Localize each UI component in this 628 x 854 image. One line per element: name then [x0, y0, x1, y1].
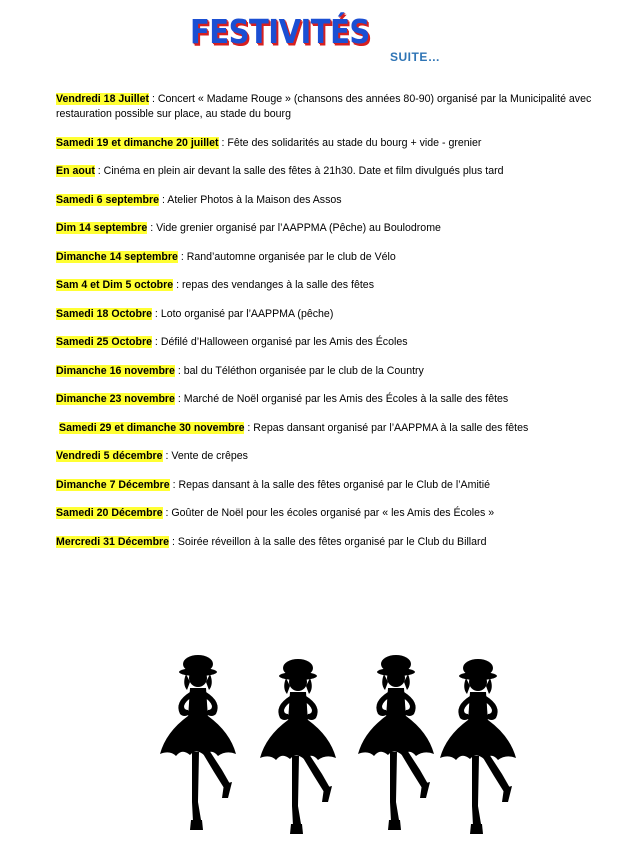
event-description: : Cinéma en plein air devant la salle des fêtes à 21h30. Date et film divulgués plus tard [94, 165, 504, 177]
event-item [56, 250, 606, 265]
event-date: Vendredi 18 Juillet [56, 93, 150, 105]
event-item [56, 136, 606, 151]
event-item [56, 164, 606, 179]
event-date: Samedi 6 septembre [56, 193, 160, 206]
event-item [56, 449, 606, 464]
event-item [56, 506, 606, 521]
event-item [56, 478, 606, 493]
dancers-silhouette-icon [160, 650, 540, 845]
event-item [56, 92, 606, 122]
event-description: : Repas dansant à la salle des fêtes organisé par le Club de l’Amitié [169, 478, 490, 491]
event-description: : Défilé d’Halloween organisé par les Amis des Écoles [151, 336, 408, 348]
event-description: : Fête des solidarités au stade du bourg + vide - grenier [218, 136, 482, 149]
event-description: : Vente de crêpes [162, 450, 248, 462]
event-item [56, 392, 606, 407]
event-item [56, 335, 606, 350]
event-item [56, 535, 606, 550]
event-date: Dimanche 23 novembre [56, 393, 175, 405]
event-description: : bal du Téléthon organisée par le club de la Country [174, 364, 424, 377]
event-description: : Atelier Photos à la Maison des Assos [159, 193, 342, 206]
event-description: : Loto organisé par l’AAPPMA (pêche) [151, 307, 334, 320]
page-subtitle: SUITE… [390, 50, 441, 64]
event-description: : Rand’automne organisée par le club de Vélo [177, 250, 396, 263]
event-description: : Soirée réveillon à la salle des fêtes organisé par le Club du Billard [169, 535, 487, 548]
event-item [56, 307, 606, 322]
event-date: Samedi 25 Octobre [56, 336, 152, 348]
event-item [56, 421, 606, 436]
event-date: Dimanche 16 novembre [56, 364, 175, 377]
event-description: : repas des vendanges à la salle des fêtes [173, 279, 374, 291]
event-item [56, 278, 606, 293]
event-date: Samedi 20 Décembre [56, 507, 163, 519]
event-description: : Repas dansant organisé par l’AAPPMA à la salle des fêtes [244, 421, 529, 434]
event-item [56, 364, 606, 379]
page-title: FESTIVITÉS [190, 12, 370, 52]
event-list [56, 92, 606, 563]
event-date: Mercredi 31 Décembre [56, 535, 170, 548]
event-date: Samedi 19 et dimanche 20 juillet [56, 136, 219, 149]
event-item [56, 193, 606, 208]
event-date: Samedi 29 et dimanche 30 novembre [59, 421, 245, 434]
event-description: : Marché de Noël organisé par les Amis des Écoles à la salle des fêtes [174, 393, 509, 405]
event-date: Dimanche 14 septembre [56, 250, 178, 263]
event-date: Dim 14 septembre [56, 222, 148, 234]
event-item [56, 221, 606, 236]
event-date: Dimanche 7 Décembre [56, 478, 170, 491]
event-description: : Vide grenier organisé par l’AAPPMA (Pêche) au Boulodrome [147, 222, 441, 234]
event-description: : Concert « Madame Rouge » (chansons des années 80-90) organisé par la Municipalité avec restauration possible sur place, au stade du bourg [56, 93, 592, 120]
event-date: En aout [56, 165, 95, 177]
event-date: Samedi 18 Octobre [56, 307, 152, 320]
event-date: Sam 4 et Dim 5 octobre [56, 279, 174, 291]
event-date: Vendredi 5 décembre [56, 450, 163, 462]
event-description: : Goûter de Noël pour les écoles organisé par « les Amis des Écoles » [162, 507, 495, 519]
